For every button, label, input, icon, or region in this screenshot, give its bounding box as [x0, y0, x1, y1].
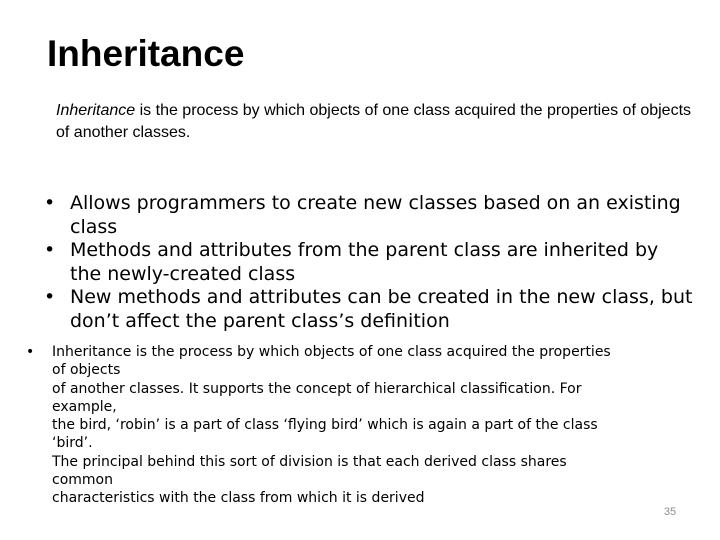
slide-title: Inheritance — [47, 33, 245, 74]
detail-line: common — [52, 472, 113, 489]
bullet-item — [44, 239, 694, 286]
intro-text: is the process by which objects of one class acquired the properties of objects of another classes. — [56, 102, 692, 141]
bullet-marker: • — [44, 239, 56, 261]
bullet-marker: • — [26, 344, 35, 360]
bullet-list — [44, 192, 694, 333]
bullet-marker: • — [44, 286, 56, 308]
detail-line: the bird, ‘robin’ is a part of class ‘flying bird’ which is again a part of the class — [52, 417, 598, 434]
bullet-item — [44, 192, 694, 239]
bullet-text: Allows programmers to create new classes based on an existing class — [70, 192, 681, 238]
bullet-text: Methods and attributes from the parent class are inherited by the newly-created class — [70, 239, 659, 285]
bullet-item — [44, 286, 694, 333]
intro-lead-term: Inheritance — [56, 102, 136, 119]
page-number: 35 — [663, 506, 677, 518]
detail-line: of objects — [52, 362, 121, 379]
bullet-marker: • — [44, 192, 56, 214]
detail-bullet — [26, 343, 666, 508]
detail-line: characteristics with the class from which it is derived — [52, 490, 425, 507]
bullet-text: New methods and attributes can be created in the new class, but don’t affect the parent class’s definition — [70, 286, 693, 332]
detail-line: The principal behind this sort of division is that each derived class shares — [52, 453, 567, 470]
detail-line: ‘bird’. — [52, 435, 93, 452]
detail-line: of another classes. It supports the concept of hierarchical classification. For — [52, 380, 582, 397]
detail-line: Inheritance is the process by which objects of one class acquired the properties — [52, 344, 611, 360]
detail-line: example, — [52, 398, 117, 415]
intro-paragraph — [56, 100, 706, 144]
detail-text-block — [52, 343, 666, 508]
